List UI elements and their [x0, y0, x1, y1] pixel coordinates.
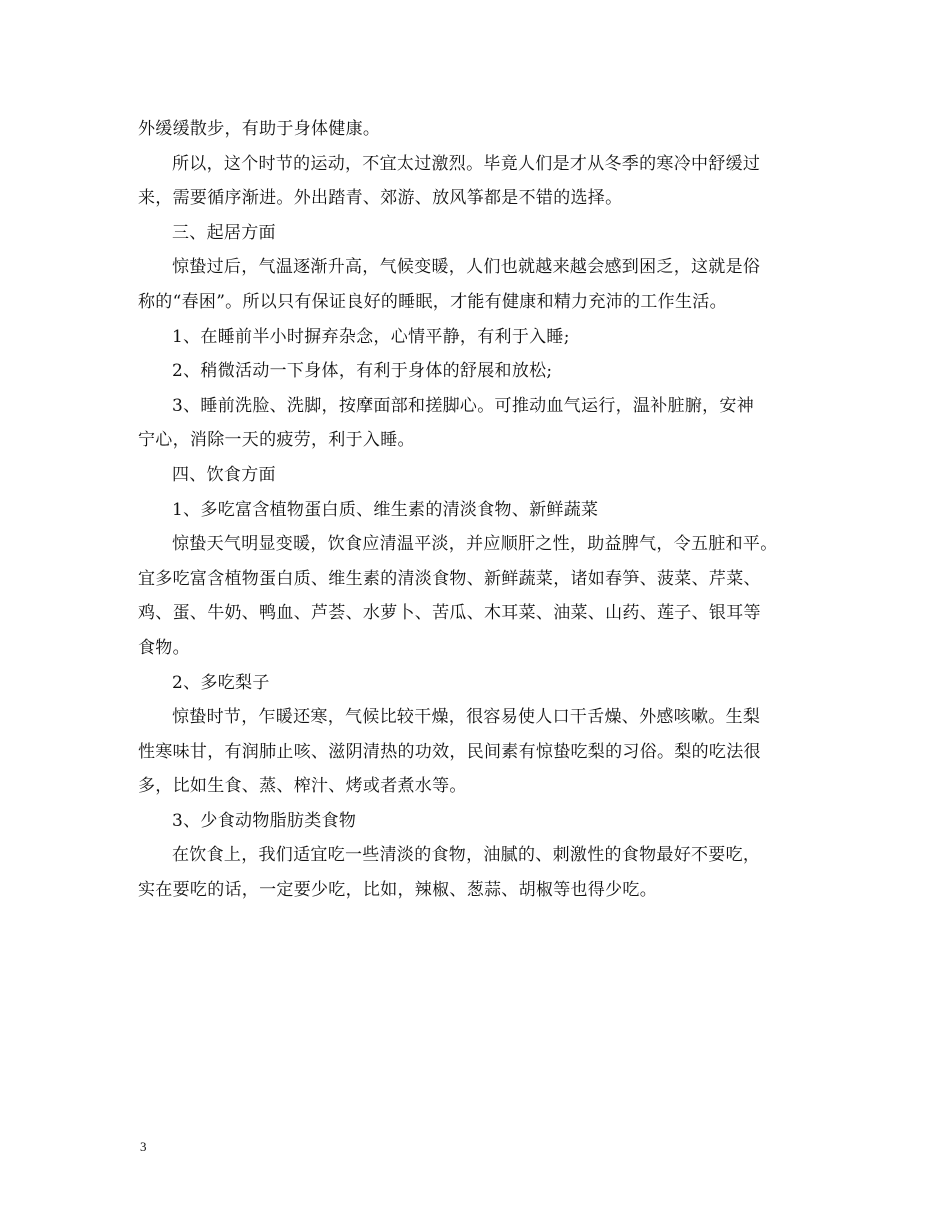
text-line-10: 宁心，消除一天的疲劳，利于入睡。: [138, 430, 415, 451]
text-line-18: 惊蛰时节，乍暖还寒，气候比较干燥，很容易使人口干舌燥、外感咳嗽。生梨: [172, 707, 761, 728]
text-line-22: 在饮食上，我们适宜吃一些清淡的食物，油腻的、刺激性的食物最好不要吃，: [172, 845, 761, 866]
list-item-sleep-1: 1、在睡前半小时摒弃杂念，心情平静，有利于入睡;: [172, 326, 570, 347]
text-line-1: 外缓缓散步，有助于身体健康。: [138, 119, 381, 139]
text-line-23: 实在要吃的话，一定要少吃，比如，辣椒、葱蒜、胡椒等也得少吃。: [138, 880, 657, 901]
text-line-6: 称的“春困”。所以只有保证良好的睡眠，才能有健康和精力充沛的工作生活。: [138, 291, 727, 312]
text-line-20: 多，比如生食、蒸、榨汁、烤或者煮水等。: [138, 776, 467, 797]
list-item-sleep-2: 2、稍微活动一下身体，有利于身体的舒展和放松;: [172, 361, 553, 382]
text-line-2: 所以，这个时节的运动，不宜太过激烈。毕竟人们是才从冬季的寒冷中舒缓过: [172, 153, 761, 174]
document-body: [138, 112, 828, 908]
subheading-diet-3: 3、少食动物脂肪类食物: [172, 810, 357, 831]
text-line-15: 鸡、蛋、牛奶、鸭血、芦荟、水萝卜、苦瓜、木耳菜、油菜、山药、莲子、银耳等: [138, 603, 761, 624]
section-heading-diet: 四、饮食方面: [172, 464, 276, 485]
section-heading-living: 三、起居方面: [172, 222, 276, 243]
subheading-diet-2: 2、多吃梨子: [172, 672, 270, 693]
list-item-sleep-3: 3、睡前洗脸、洗脚，按摩面部和搓脚心。可推动血气运行，温补脏腑，安神: [172, 395, 755, 416]
text-line-5: 惊蛰过后，气温逐渐升高，气候变暖，人们也就越来越会感到困乏，这就是俗: [172, 257, 761, 278]
text-line-16: 食物。: [138, 637, 190, 658]
subheading-diet-1: 1、多吃富含植物蛋白质、维生素的清淡食物、新鲜蔬菜: [172, 499, 599, 520]
text-line-14: 宜多吃富含植物蛋白质、维生素的清淡食物、新鲜蔬菜，诸如春笋、菠菜、芹菜、: [138, 568, 761, 589]
text-line-13: 惊蛰天气明显变暖，饮食应清温平淡，并应顺肝之性，助益脾气，令五脏和平。: [172, 534, 778, 555]
page-number: 3: [140, 1139, 147, 1154]
text-line-3: 来，需要循序渐进。外出踏青、郊游、放风筝都是不错的选择。: [138, 188, 623, 209]
text-line-19: 性寒味甘，有润肺止咳、滋阴清热的功效，民间素有惊蛰吃梨的习俗。梨的吃法很: [138, 741, 761, 762]
